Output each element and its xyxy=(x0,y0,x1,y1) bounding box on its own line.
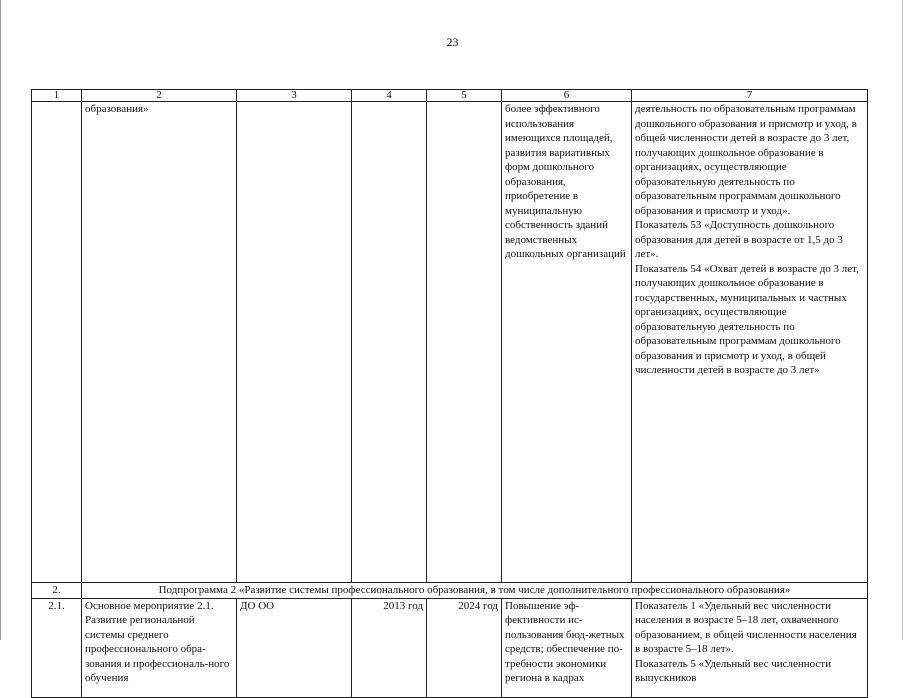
row3-end-cell: 2024 год xyxy=(427,598,502,697)
header-cell-2: 2 xyxy=(82,90,237,102)
row3-activity-cell: Основное мероприятие 2.1. Развитие региональной системы среднего профессионального обра-зования и профессиональ-ного обучения xyxy=(82,598,237,697)
subprogram-row xyxy=(32,583,868,599)
row3-indicator-text-2: Показатель 5 «Удельный вес численности выпускников xyxy=(635,657,832,684)
subprogram-number: 2. xyxy=(32,583,82,599)
header-cell-5: 5 xyxy=(427,90,502,102)
row1-end-cell xyxy=(427,102,502,583)
table-header-row xyxy=(32,90,868,102)
row3-result-cell: Повышение эф-фективности ис-пользования бюд-жетных средств; обеспечение по-требности экономики региона в кадрах xyxy=(502,598,632,697)
document-table xyxy=(31,89,868,698)
header-cell-7: 7 xyxy=(632,90,868,102)
page-edge-left xyxy=(0,0,1,640)
page-number: 23 xyxy=(446,35,459,49)
row3-number-cell: 2.1. xyxy=(32,598,82,697)
row1-start-cell xyxy=(352,102,427,583)
row1-indicator-text-1: деятельность по образовательным программам дошкольного образования и присмотр и уход, в общей численности детей в возрасте до 3 лет, получающих дошкольное образование в организациях, осуществляющие образовательную деятельность по образовательным программам дошкольного образования и присмотр и уход». xyxy=(635,103,857,217)
row3-indicators-cell xyxy=(632,598,868,697)
row1-result-cell: более эффективного использования имеющихся площадей, развития вариативных форм дошкольного образования, приобретение в муниципальную собственность зданий ведомственных дошкольных организаций xyxy=(502,102,632,583)
row3-executor-cell: ДО ОО xyxy=(237,598,352,697)
row1-activity-cell: образования» xyxy=(82,102,237,583)
table-row xyxy=(32,102,868,583)
header-cell-1: 1 xyxy=(32,90,82,102)
page-edge-right xyxy=(902,0,903,640)
row3-indicator-text-1: Показатель 1 «Удельный вес численности населения в возрасте 5–18 лет, охваченного образованием, в общей численности населения в возрасте 5–18 лет». xyxy=(635,599,857,655)
row1-indicator-text-2: Показатель 53 «Доступность дошкольного образования для детей в возрасте от 1,5 до 3 лет». xyxy=(635,219,843,260)
row3-start-cell: 2013 год xyxy=(352,598,427,697)
header-cell-4: 4 xyxy=(352,90,427,102)
row1-number-cell xyxy=(32,102,82,583)
row1-indicator-text-3: Показатель 54 «Охват детей в возрасте до 3 лет, получающих дошкольное образование в государственных, муниципальных и частных организациях, осуществляющие образовательную деятельность по образовательным программам дошкольного образования и присмотр и уход, в общей численности детей в возрасте до 3 лет» xyxy=(635,262,859,376)
subprogram-title: Подпрограмма 2 «Развитие системы профессионального образования, в том числе дополнительного профессионального образования» xyxy=(82,583,868,599)
table-row xyxy=(32,598,868,697)
row1-indicators-cell xyxy=(632,102,868,583)
row1-executor-cell xyxy=(237,102,352,583)
header-cell-6: 6 xyxy=(502,90,632,102)
header-cell-3: 3 xyxy=(237,90,352,102)
